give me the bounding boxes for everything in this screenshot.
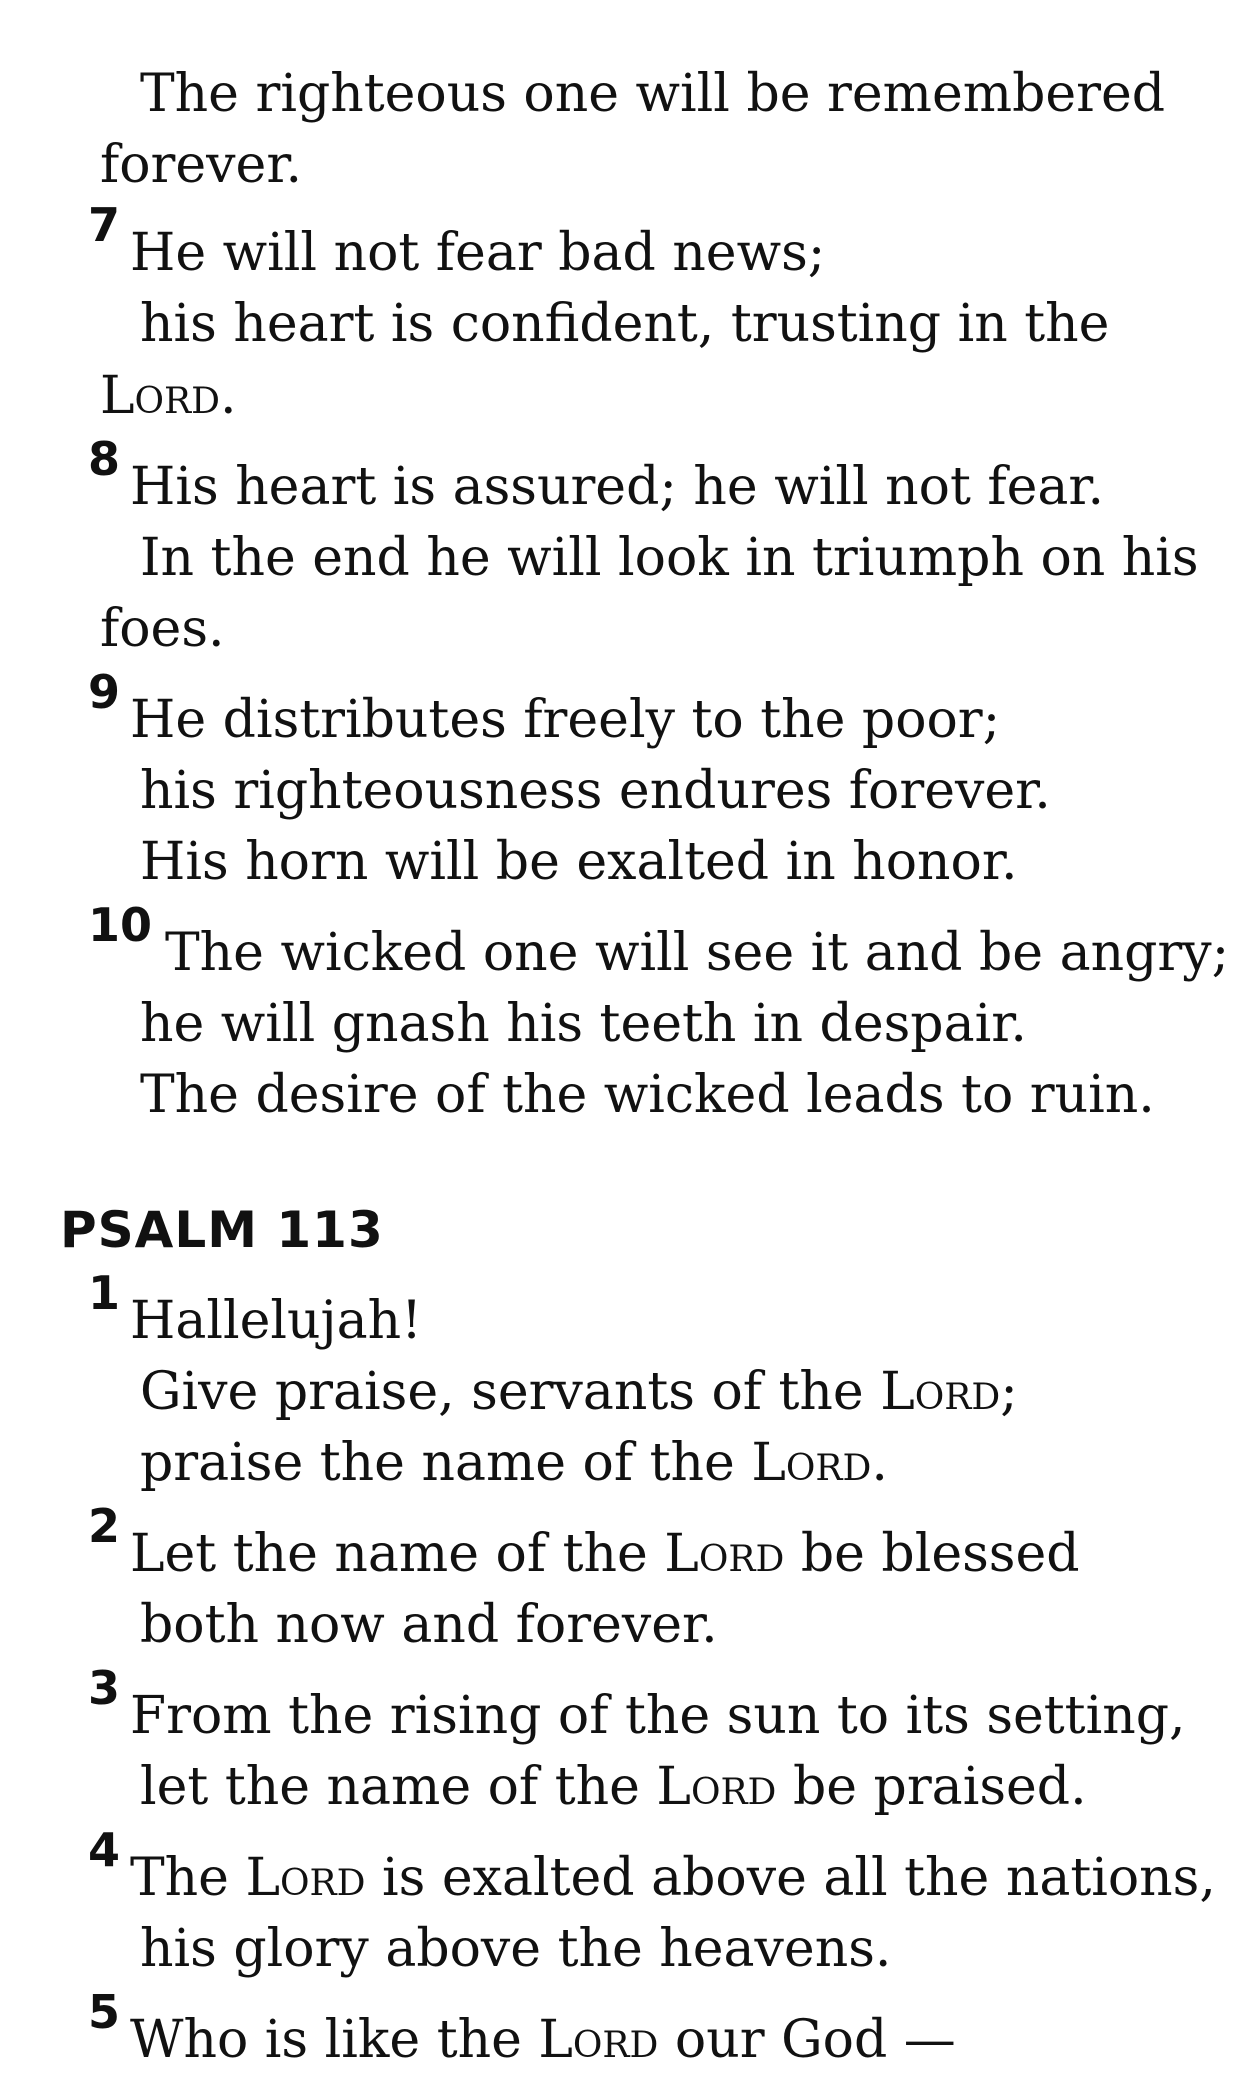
verse-8-line-3: foes. xyxy=(100,599,225,659)
verse-number: 5 xyxy=(88,1985,121,2039)
verse-1-line-1: Hallelujah! xyxy=(130,1291,423,1351)
verse-6-line-2: The righteous one will be remembered xyxy=(140,64,1166,124)
verse-7-line-3 xyxy=(100,366,237,426)
verse-1-line-3-end: . xyxy=(871,1433,888,1493)
verse-5-line-1-end: our God — xyxy=(658,2010,956,2070)
verse-10-line-1: The wicked one will see it and be angry; xyxy=(165,923,1230,983)
divine-name: Lord xyxy=(880,1362,1001,1422)
divine-name: Lord xyxy=(656,1757,777,1817)
verse-3-line-2-end: be praised. xyxy=(776,1757,1087,1817)
verse-9-line-3: His horn will be exalted in honor. xyxy=(140,832,1018,892)
psalm-heading: PSALM 113 xyxy=(60,1201,384,1259)
verse-3-line-2 xyxy=(140,1757,1087,1817)
verse-2-line-1 xyxy=(130,1524,1080,1584)
verse-5-line-1-text: Who is like the xyxy=(130,2010,539,2070)
verse-6-line-3: forever. xyxy=(100,135,303,195)
verse-9-line-1: He distributes freely to the poor; xyxy=(130,690,1001,750)
verse-4-line-1 xyxy=(130,1848,1216,1908)
divine-name: Lord xyxy=(100,366,221,426)
verse-7-line-1: He will not fear bad news; xyxy=(130,223,826,283)
verse-1-line-2-end: ; xyxy=(1000,1362,1018,1422)
verse-8-line-1: His heart is assured; he will not fear. xyxy=(130,457,1105,517)
verse-4-line-1-text: The xyxy=(130,1848,246,1908)
verse-10-line-2: he will gnash his teeth in despair. xyxy=(140,994,1027,1054)
divine-name: Lord xyxy=(245,1848,366,1908)
verse-10-line-3: The desire of the wicked leads to ruin. xyxy=(140,1065,1155,1125)
verse-number: 4 xyxy=(88,1823,121,1877)
verse-5-line-1 xyxy=(130,2010,956,2070)
verse-2-line-2: both now and forever. xyxy=(140,1595,718,1655)
verse-number: 3 xyxy=(88,1661,121,1715)
verse-number: 10 xyxy=(88,898,153,952)
verse-number: 9 xyxy=(88,665,121,719)
verse-1-line-2 xyxy=(140,1362,1018,1422)
verse-1-line-3-text: praise the name of the xyxy=(140,1433,752,1493)
verse-number: 8 xyxy=(88,432,121,486)
verse-1-line-3 xyxy=(140,1433,888,1493)
divine-name: Lord xyxy=(538,2010,659,2070)
verse-number: 2 xyxy=(88,1499,121,1553)
verse-2-line-1-text: Let the name of the xyxy=(130,1524,665,1584)
divine-name: Lord xyxy=(664,1524,785,1584)
verse-9-line-2: his righteousness endures forever. xyxy=(140,761,1051,821)
verse-2-line-1-end: be blessed xyxy=(784,1524,1080,1584)
verse-1-line-2-text: Give praise, servants of the xyxy=(140,1362,881,1422)
verse-4-line-1-end: is exalted above all the nations, xyxy=(365,1848,1216,1908)
verse-7-line-3-end: . xyxy=(220,366,237,426)
verse-4-line-2: his glory above the heavens. xyxy=(140,1919,892,1979)
verse-7-line-2: his heart is confident, trusting in the xyxy=(140,294,1110,354)
verse-number: 7 xyxy=(88,198,121,252)
verse-number: 1 xyxy=(88,1266,121,1320)
verse-3-line-2-text: let the name of the xyxy=(140,1757,657,1817)
divine-name: Lord xyxy=(751,1433,872,1493)
verse-3-line-1: From the rising of the sun to its setting, xyxy=(130,1686,1186,1746)
verse-8-line-2: In the end he will look in triumph on his xyxy=(140,528,1199,588)
